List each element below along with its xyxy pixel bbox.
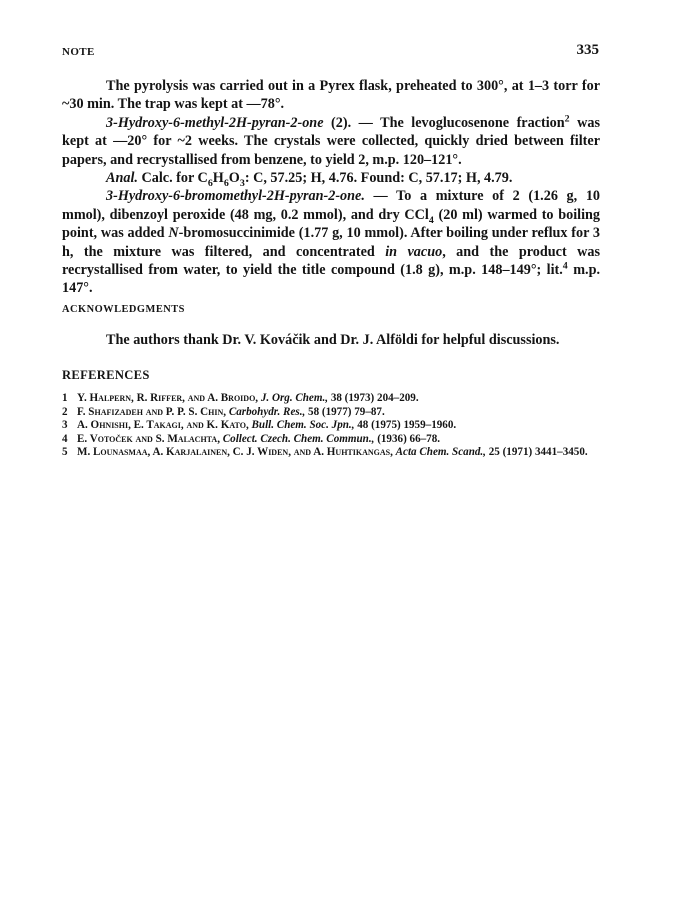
- paragraph-pyrolysis: The pyrolysis was carried out in a Pyrex flask, preheated to 300°, at 1–3 torr for ~30 min. The trap was kept at —78°.: [62, 78, 600, 113]
- reference-item: [62, 446, 602, 460]
- subscript: 4: [428, 214, 434, 226]
- text-segment: m.p. 147°.: [62, 262, 601, 297]
- analysis-label: Anal.: [106, 170, 138, 187]
- text-segment: was kept at —20° for ~2 weeks. The crystals were collected, quickly dried between filter papers, and recrystallised from benzene, to yield: [62, 114, 601, 168]
- reference-journal: J. Org. Chem.,: [260, 392, 329, 404]
- reference-item: [62, 406, 602, 420]
- reference-item: [62, 419, 602, 433]
- compound-number: (2).: [331, 114, 352, 131]
- text-segment: — To a mixture of: [373, 188, 504, 205]
- acknowledgments-heading: ACKNOWLEDGMENTS: [62, 304, 185, 315]
- text-segment: : C, 57.25; H, 4.76. Found: C, 57.17; H, 4.79.: [244, 170, 513, 187]
- reference-details: (1936) 66–78.: [377, 432, 441, 445]
- reference-mark: 4: [562, 260, 568, 272]
- reference-authors: A. Ohnishi, E. Takagi, and K. Kato,: [77, 419, 249, 432]
- text-segment: -bromosuccinimide (1.77 g, 10 mmol). After boiling under reflux for 3 h, the mixture was filtered, and concentrated: [62, 225, 601, 260]
- text-segment: The levoglucosenone fraction: [380, 114, 565, 131]
- reference-authors: E. Votoček and S. Malachta,: [77, 432, 220, 445]
- reference-journal: Acta Chem. Scand.,: [395, 446, 486, 459]
- reference-list: [62, 392, 602, 460]
- italic-n: N: [168, 225, 179, 242]
- compound-name-methyl: 3-Hydroxy-6-methyl-2H-pyran-2-one: [106, 114, 324, 131]
- in-vacuo: in vacuo: [385, 243, 443, 260]
- em-dash: —: [358, 114, 373, 131]
- reference-journal: Carbohydr. Res.,: [228, 405, 306, 418]
- running-header-section: NOTE: [62, 46, 95, 58]
- subscript: 3: [239, 177, 245, 189]
- paragraph-bromomethyl: [62, 187, 600, 297]
- paragraph-analysis: [62, 169, 600, 187]
- reference-number: 5: [62, 446, 68, 459]
- references-heading: REFERENCES: [62, 368, 150, 382]
- reference-authors: Y. Halpern, R. Riffer, and A. Broido,: [77, 392, 259, 404]
- text-segment: O: [228, 170, 240, 187]
- experimental-body: [62, 77, 600, 298]
- reference-authors: F. Shafizadeh and P. P. S. Chin,: [77, 405, 227, 418]
- text-segment: H: [212, 170, 224, 187]
- reference-journal: Bull. Chem. Soc. Jpn.,: [251, 419, 355, 432]
- reference-mark: 2: [564, 113, 570, 125]
- reference-details: 38 (1973) 204–209.: [330, 392, 419, 404]
- reference-number: 4: [62, 432, 68, 445]
- text-segment: Calc. for C: [141, 170, 208, 187]
- reference-number: 1: [62, 392, 68, 404]
- compound-ref: 2: [512, 188, 520, 205]
- acknowledgments-text: The authors thank Dr. V. Kováčik and Dr. J. Alföldi for helpful discussions.: [106, 332, 560, 348]
- reference-number: 2: [62, 405, 68, 418]
- reference-item: [62, 392, 602, 406]
- reference-details: 25 (1971) 3441–3450.: [488, 446, 588, 459]
- reference-number: 3: [62, 419, 68, 432]
- compound-name-bromomethyl: 3-Hydroxy-6-bromomethyl-2H-pyran-2-one.: [106, 188, 365, 205]
- text-segment: (20 ml) warmed to boiling point, was added: [62, 206, 601, 242]
- subscript: 6: [223, 177, 229, 189]
- text-segment: , and the product was recrystallised from water, to yield the title compound (1.8 g), m.p. 148–149°; lit.: [62, 243, 600, 279]
- page-number: 335: [576, 42, 599, 58]
- paragraph-compound-2: [62, 114, 600, 169]
- text-segment: , m.p. 120–121°.: [365, 151, 462, 168]
- reference-journal: Collect. Czech. Chem. Commun.,: [222, 432, 375, 445]
- reference-details: 58 (1977) 79–87.: [308, 405, 385, 418]
- subscript: 6: [207, 177, 213, 189]
- reference-item: [62, 433, 602, 447]
- text-segment: (1.26 g, 10 mmol), dibenzoyl peroxide (48 mg, 0.2 mmol), and dry CCl: [62, 188, 601, 223]
- reference-details: 48 (1975) 1959–1960.: [357, 419, 457, 432]
- reference-authors: M. Lounasmaa, A. Karjalainen, C. J. Widen, and A. Huhtikangas,: [77, 446, 393, 459]
- compound-ref: 2: [358, 151, 366, 168]
